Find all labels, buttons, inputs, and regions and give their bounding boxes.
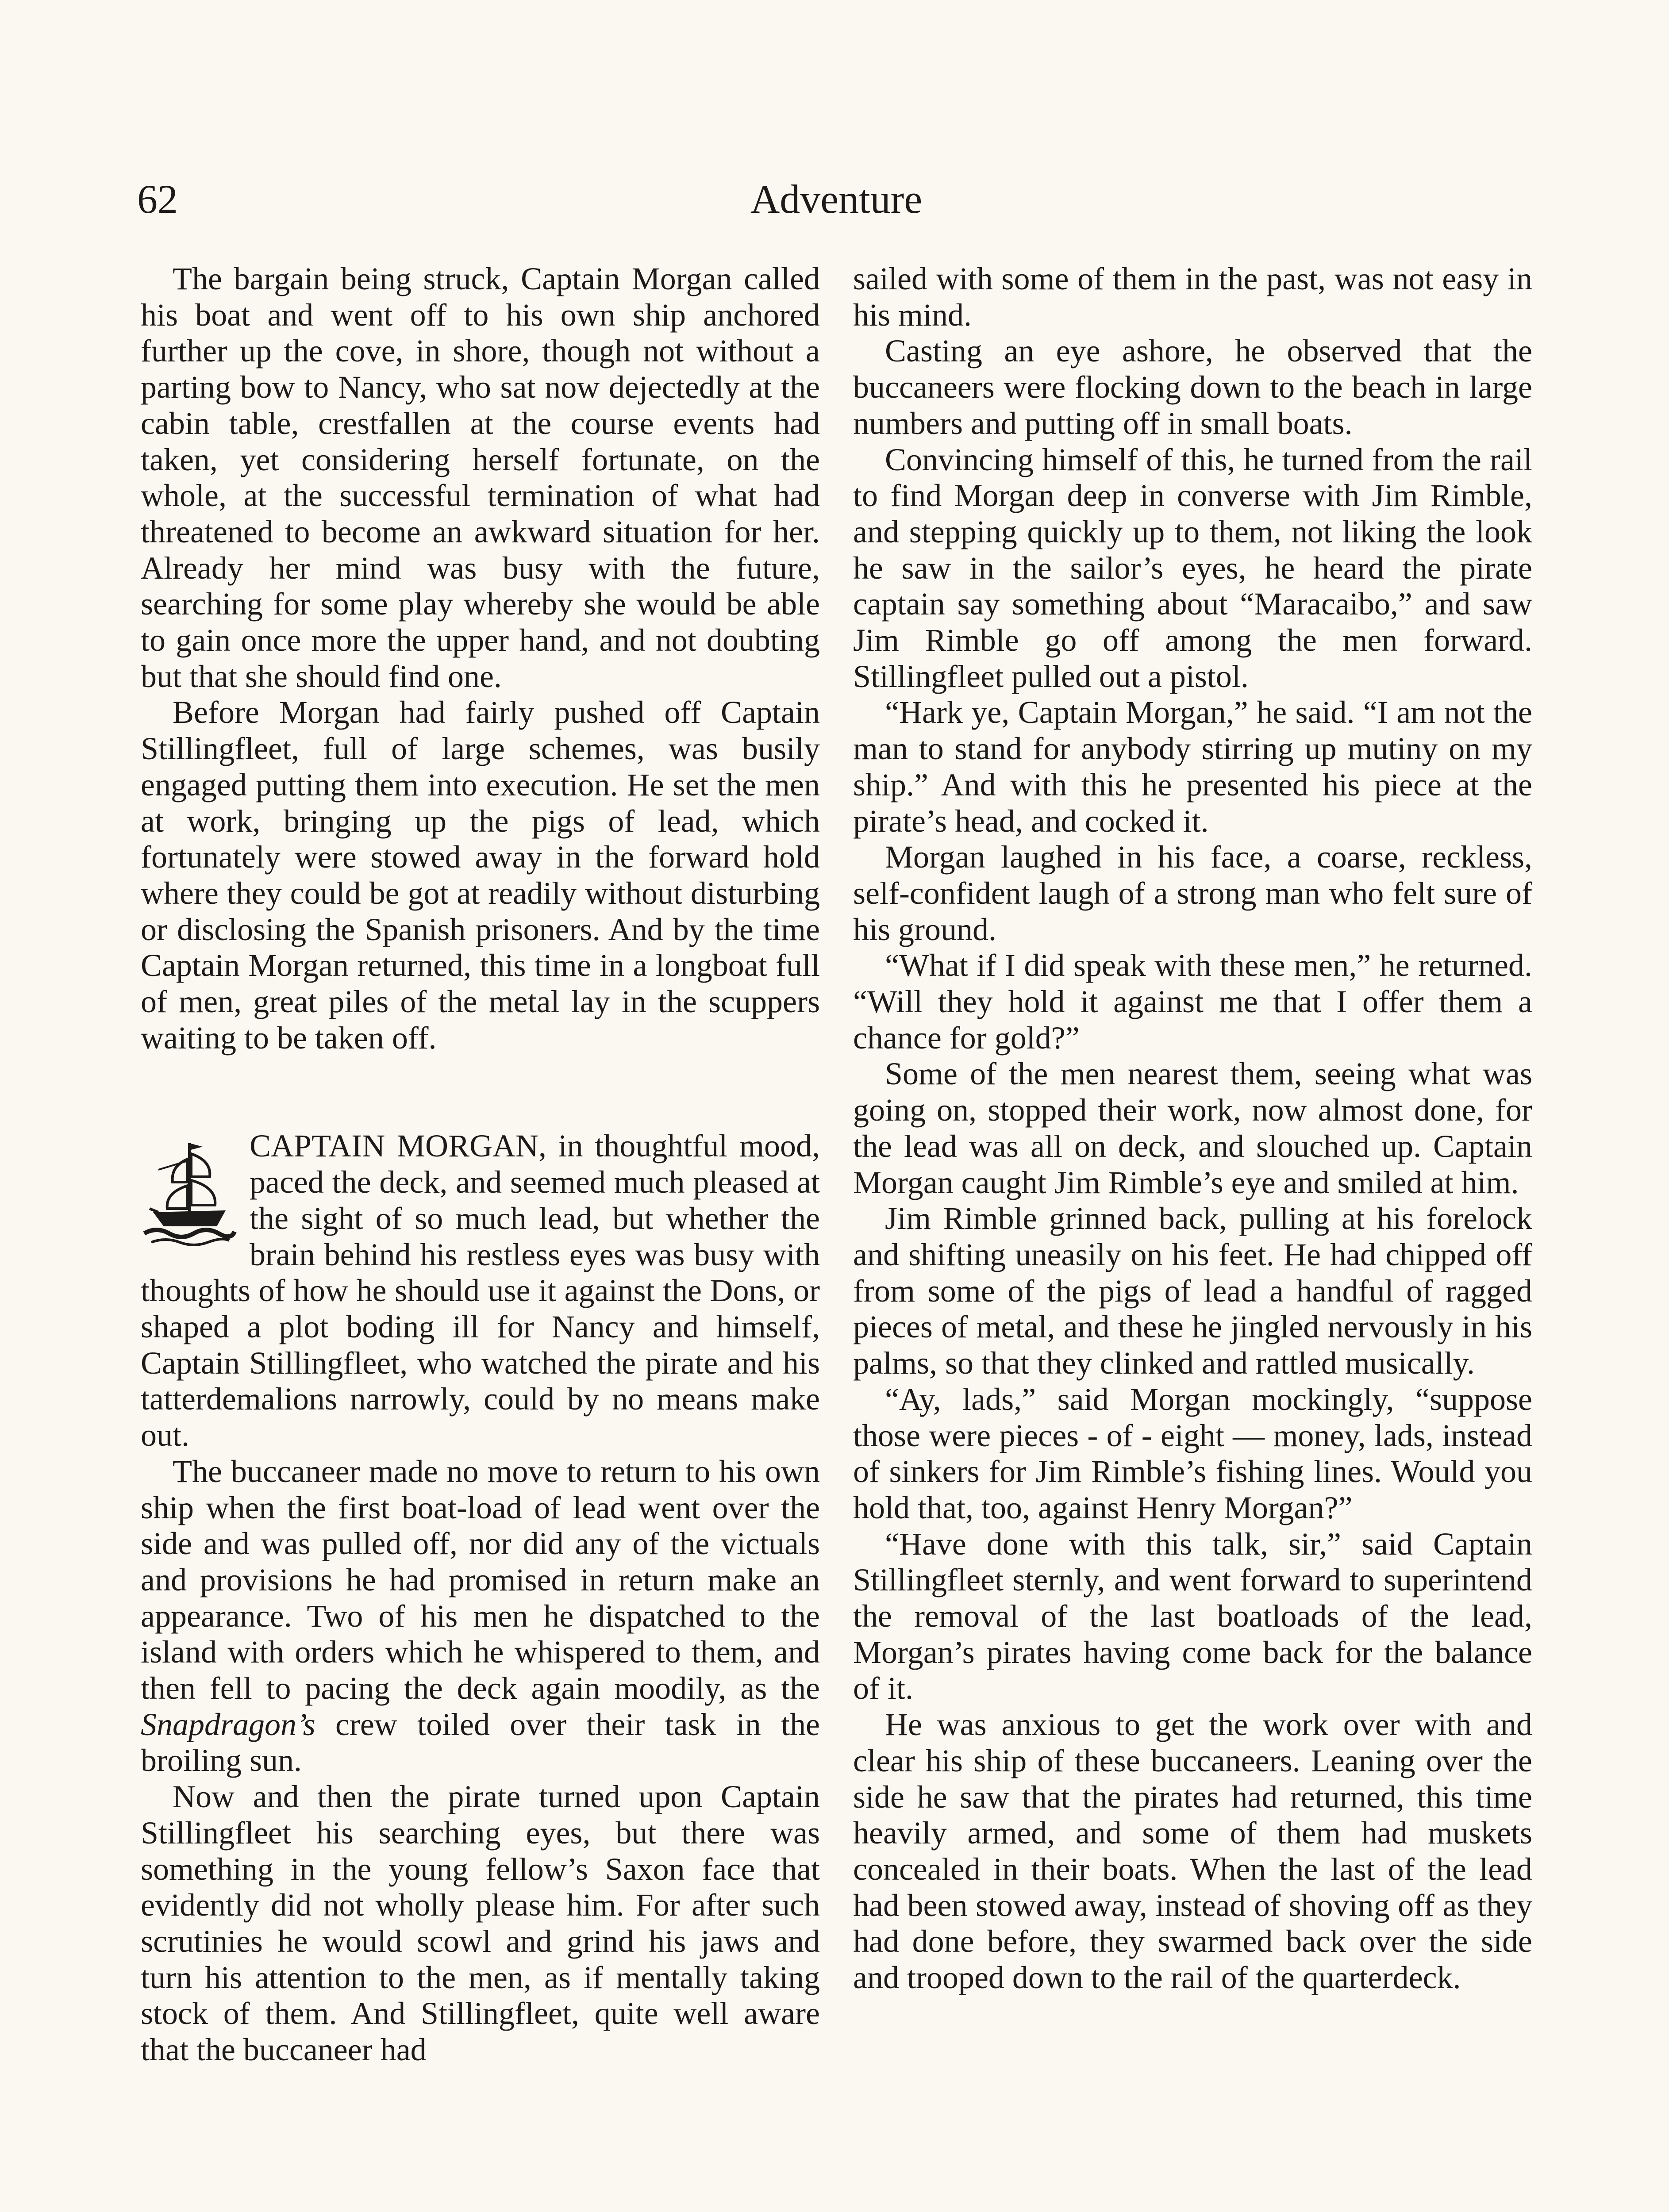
paragraph: Convincing himself of this, he turned from the rail to find Morgan deep in converse with Jim Rimble, and stepping quickly up to them, not liking the look he saw in the sailor’s eyes, he heard the pirate captain say something about “Maracaibo,” and saw Jim Rimble go off among the men forward. Stillingfleet pulled out a pistol.: [853, 442, 1532, 694]
page-header: [128, 168, 1544, 230]
paragraph: [141, 1454, 820, 1779]
left-column: [141, 261, 820, 2068]
paragraph: “Have done with this talk, sir,” said Captain Stillingfleet sternly, and went forward to superintend the removal of the last boatloads of the lead, Morgan’s pirates having come back for the balance of it.: [853, 1526, 1532, 1706]
paragraph: He was anxious to get the work over with and clear his ship of these buccaneers. Leaning over the side he saw that the pirates had returned, this time heavily armed, and some of them had muskets concealed in their boats. When the last of the lead had been stowed away, instead of shoving off as they had done before, they swarmed back over the side and trooped down to the rail of the quarterdeck.: [853, 1707, 1532, 1996]
paragraph: Casting an eye ashore, he observed that the buccaneers were flocking down to the beach in large numbers and putting off in small boats.: [853, 333, 1532, 441]
page-number: 62: [137, 177, 178, 222]
paragraph: Morgan laughed in his face, a coarse, reckless, self-confident laugh of a strong man who felt sure of his ground.: [853, 839, 1532, 947]
paragraph: “Hark ye, Captain Morgan,” he said. “I am not the man to stand for anybody stirring up mutiny on my ship.” And with this he presented his piece at the pirate’s head, and cocked it.: [853, 695, 1532, 839]
paragraph: “Ay, lads,” said Morgan mockingly, “suppose those were pieces - of - eight — money, lads, instead of sinkers for Jim Rimble’s fishing lines. Would you hold that, too, against Henry Morgan?”: [853, 1381, 1532, 1525]
paragraph-continued: sailed with some of them in the past, was not easy in his mind.: [853, 261, 1532, 333]
paragraph: The bargain being struck, Captain Morgan called his boat and went off to his own ship anchored further up the cove, in shore, though not without a parting bow to Nancy, who sat now dejectedly at the cabin table, crestfallen at the course events had taken, yet considering herself fortunate, on the whole, at the successful termination of what had threatened to become an awkward situation for her. Already her mind was busy with the future, searching for some play whereby she would be able to gain once more the upper hand, and not doubting but that she should find one.: [141, 261, 820, 694]
paragraph: Some of the men nearest them, seeing what was going on, stopped their work, now almost done, for the lead was all on deck, and slouched up. Captain Morgan caught Jim Rimble’s eye and smiled at him.: [853, 1056, 1532, 1200]
right-column: [853, 261, 1532, 1996]
paragraph: Before Morgan had fairly pushed off Captain Stillingfleet, full of large schemes, was busily engaged putting them into execution. He set the men at work, bringing up the pigs of lead, which fortunately were stowed away in the forward hold where they could be got at readily without disturbing or disclosing the Spanish prisoners. And by the time Captain Morgan returned, this time in a longboat full of men, great piles of the metal lay in the scuppers waiting to be taken off.: [141, 695, 820, 1056]
section-opening-paragraph: [141, 1128, 820, 1453]
paragraph: Now and then the pirate turned upon Captain Stillingfleet his searching eyes, but there was something in the young fellow’s Saxon face that evidently did not wholly please him. For after such scrutinies he would scowl and grind his jaws and turn his attention to the men, as if mentally taking stock of them. And Stillingfleet, quite well aware that the buccaneer had: [141, 1779, 820, 2068]
paragraph: “What if I did speak with these men,” he returned. “Will they hold it against me that I offer them a chance for gold?”: [853, 948, 1532, 1056]
sailing-ship-icon: [141, 1134, 238, 1249]
paragraph-text: The buccaneer made no move to return to his own ship when the first boat-load of lead went over the side and was pulled off, nor did any of the victuals and provisions he had promised in return make an appearance. Two of his men he dispatched to the island with orders which he whispered to them, and then fell to pacing the deck again moodily, as the: [141, 1453, 820, 1706]
paragraph-text: in thoughtful mood, paced the deck, and seemed much pleased at the sight of so much lead, but whether the brain behind his restless eyes was busy with thoughts of how he should use it against the Dons, or shaped a plot boding ill for Nancy and himself, Captain Stillingfleet, who watched the pirate and his tatterdemalions narrowly, could by no means make out.: [141, 1128, 820, 1453]
section-lead-caps: CAPTAIN MORGAN,: [250, 1128, 546, 1164]
paragraph-text: crew toiled over their task in the broiling sun.: [141, 1706, 820, 1778]
section-break: [141, 1056, 820, 1128]
paragraph: Jim Rimble grinned back, pulling at his forelock and shifting uneasily on his feet. He had chipped off from some of the pigs of lead a handful of ragged pieces of metal, and these he jingled nervously in his palms, so that they clinked and rattled musically.: [853, 1201, 1532, 1381]
running-head: Adventure: [750, 177, 923, 222]
ship-name: Snapdragon’s: [141, 1706, 315, 1742]
